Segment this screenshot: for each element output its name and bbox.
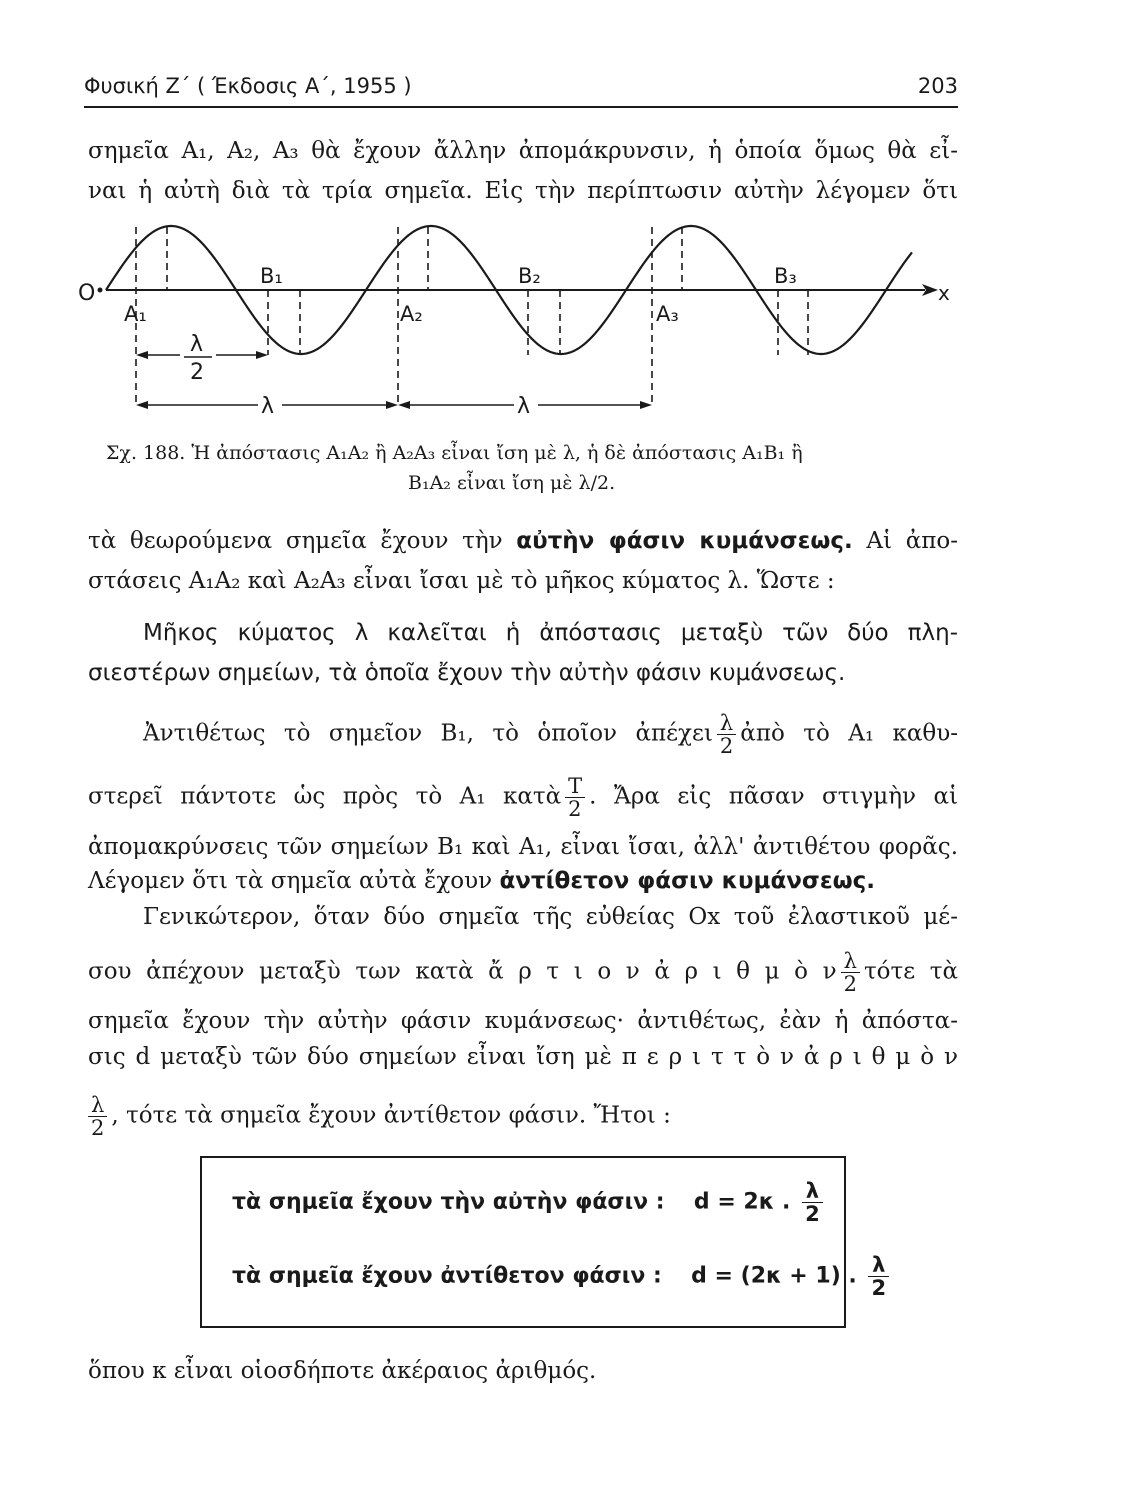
p2-text-pre: τὰ θεωρούμενα σημεῖα ἔχουν τὴν [88,528,517,554]
p4-l2-post: τότε τὰ [863,958,959,985]
p4-l5-post: , τότε τὰ σημεῖα ἔχουν ἀντίθετον φάσιν. Ἤτοι : [111,1102,671,1129]
p4-l2-frac-num: λ [841,950,860,973]
label-b3: B₃ [774,264,797,288]
opposite-phase-frac-den: 2 [871,1276,887,1300]
half-lambda-den: 2 [190,360,204,385]
paragraph1-line2: ναι ἡ αὐτὴ διὰ τὰ τρία σημεῖα. Εἰς τὴν περίπτωσιν αὐτὴν λέγομεν ὅτι [88,178,958,204]
definition-line1: Μῆκος κύματος λ καλεῖται ἡ ἀπόστασις μεταξὺ τῶν δύο πλη- [143,620,958,646]
p3-l2-frac-num: T [565,775,585,798]
paragraph4-line2 [88,950,958,995]
p3-l1-post: ἀπὸ τὸ Α₁ καθυ- [740,720,958,747]
paragraph4-line1: Γενικώτερον, ὅταν δύο σημεῖα τῆς εὐθείας Οx τοῦ ἐλαστικοῦ μέ- [143,904,958,930]
half-lambda-num: λ [190,332,204,357]
p3-l1-frac-num: λ [717,712,736,735]
half-lambda-arrow-right-icon [256,351,268,359]
paragraph2-line2: στάσεις Α₁Α₂ καὶ Α₂Α₃ εἶναι ἴσαι μὲ τὸ μῆκος κύματος λ. Ὥστε : [88,568,835,594]
opposite-phase-fraction [868,1254,889,1299]
p2-bold-phrase: αὐτὴν φάσιν κυμάνσεως. [516,528,853,554]
p4-l2-pre: σου ἀπέχουν μεταξὺ των κατὰ ἄ ρ τ ι ο ν ἀ ρ ι θ μ ὸ ν [88,958,837,985]
definition-line2: σιεστέρων σημείων, τὰ ὁποῖα ἔχουν τὴν αὐτὴν φάσιν κυμάνσεως. [88,660,846,686]
same-phase-frac-num: λ [802,1180,823,1203]
lambda2-arrow-left-icon [398,401,410,409]
paragraph3-line2 [88,775,958,820]
lambda1-arrow-right-icon [386,401,398,409]
paragraph3-line1 [88,712,958,757]
paragraph3-line3: ἀπομακρύνσεις τῶν σημείων Β₁ καὶ Α₁, εἶναι ἴσαι, ἀλλ' ἀντιθέτου φορᾶς. [88,834,958,860]
x-axis-label: x [938,281,950,305]
figure-caption-line2: Β₁Α₂ εἶναι ἴση μὲ λ/2. [408,472,616,494]
paragraph4-line3: σημεῖα ἔχουν τὴν αὐτὴν φάσιν κυμάνσεως· ἀντιθέτως, ἐὰν ἡ ἀπόστα- [88,1008,958,1034]
opposite-phase-frac-num: λ [868,1254,889,1277]
p3-l4-pre: Λέγομεν ὅτι τὰ σημεῖα αὐτὰ ἔχουν [88,868,500,894]
opposite-phase-text: τὰ σημεῖα ἔχουν ἀντίθετον φάσιν : [232,1263,662,1289]
closing-line: ὅπου κ εἶναι οἱοσδήποτε ἀκέραιος ἀριθμός. [88,1358,597,1384]
lambda-label-1: λ [261,394,275,419]
p2-text-post: Αἱ ἀπο- [852,528,958,554]
lambda-label-2: λ [517,394,531,419]
page-header [84,70,958,108]
label-b1: B₁ [260,264,283,288]
same-phase-fraction [802,1180,823,1225]
figure-caption-line1: Σχ. 188. Ἡ ἀπόστασις Α₁Α₂ ἢ Α₂Α₃ εἶναι ἴση μὲ λ, ἡ δὲ ἀπόστασις Α₁Β₁ ἢ [106,442,803,464]
p4-l2-frac-den: 2 [843,972,857,996]
running-title: Φυσική Ζ΄ ( Έκδοσις Α΄, 1955 ) [84,74,412,98]
summary-box [200,1156,887,1328]
same-phase-frac-den: 2 [805,1202,820,1226]
lambda1-arrow-left-icon [136,401,148,409]
summary-row-same-phase [232,1180,827,1225]
p4-l5-frac-num: λ [88,1094,107,1117]
p3-l2-fraction [565,775,585,820]
paragraph1-line1: σημεῖα Α₁, Α₂, Α₃ θὰ ἔχουν ἄλλην ἀπομάκρυνσιν, ἡ ὁποία ὅμως θὰ εἶ- [88,138,958,164]
p3-l1-fraction [717,712,736,757]
wave-figure [70,205,970,425]
paragraph2-line1 [88,526,958,556]
page-number: 203 [917,74,958,98]
origin-label: O [78,281,96,306]
p4-l5-frac-den: 2 [91,1116,105,1140]
same-phase-formula: d = 2κ . [693,1189,791,1215]
p4-l2-fraction [841,950,860,995]
label-a3: A₃ [656,302,679,326]
opposite-phase-formula: d = (2κ + 1) . [691,1263,857,1289]
paragraph4-line5 [88,1094,958,1139]
p3-l2-pre: στερεῖ πάντοτε ὡς πρὸς τὸ Α₁ κατὰ [88,783,562,810]
p3-l2-post: . Ἄρα εἰς πᾶσαν στιγμὴν αἱ [589,783,958,810]
p3-l2-frac-den: 2 [568,797,582,821]
label-a2: A₂ [400,302,423,326]
p3-l1-pre: Ἀντιθέτως τὸ σημεῖον Β₁, τὸ ὁποῖον ἀπέχει [143,720,713,747]
same-phase-text: τὰ σημεῖα ἔχουν τὴν αὐτὴν φάσιν : [232,1189,665,1215]
paragraph3-line4 [88,866,958,896]
label-a1: A₁ [124,302,147,326]
lambda2-arrow-right-icon [640,401,652,409]
origin-point [98,288,103,293]
half-lambda-arrow-left-icon [136,351,148,359]
paragraph4-line4: σις d μεταξὺ τῶν δύο σημείων εἶναι ἴση μὲ π ε ρ ι τ τ ὸ ν ἀ ρ ι θ μ ὸ ν [88,1044,958,1070]
p3-bold-phrase: ἀντίθετον φάσιν κυμάνσεως. [499,868,875,894]
summary-row-opposite-phase [232,1254,893,1299]
p3-l1-frac-den: 2 [719,734,734,758]
label-b2: B₂ [518,264,541,288]
p4-l5-fraction [88,1094,107,1139]
